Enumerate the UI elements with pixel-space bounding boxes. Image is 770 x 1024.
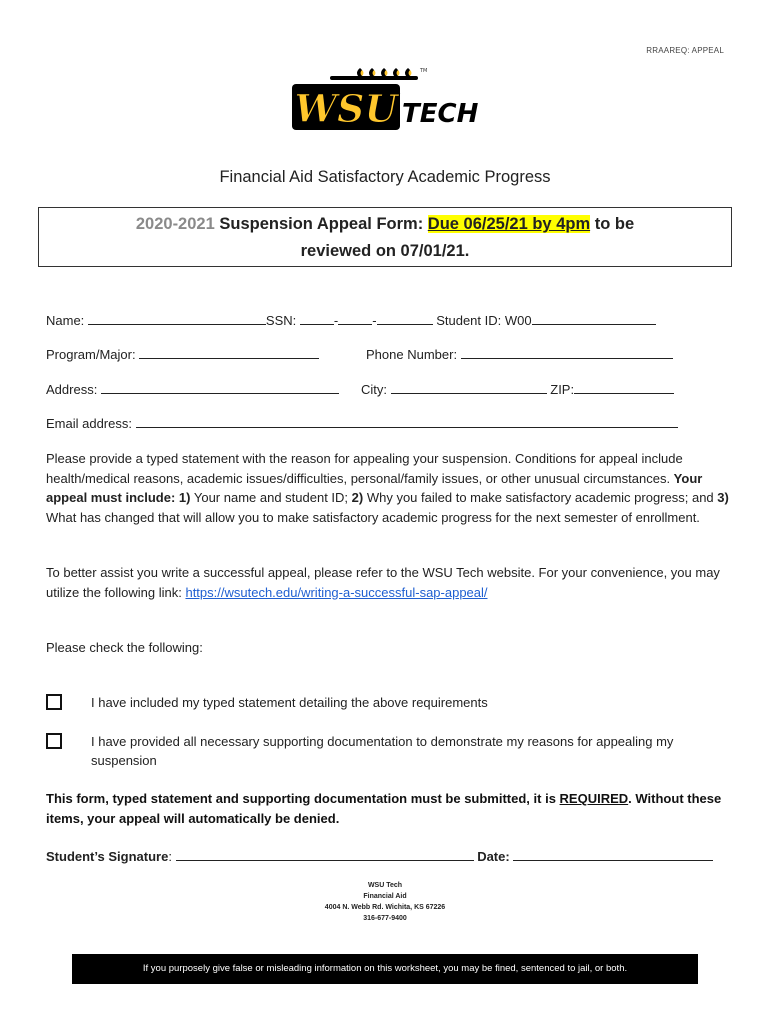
phone-field[interactable] [461, 346, 673, 359]
form-code: RRAAREQ: APPEAL [646, 46, 724, 55]
zip-label: ZIP: [550, 382, 575, 397]
documentation-checkbox[interactable] [46, 733, 62, 749]
office-address [0, 880, 770, 924]
ssn-separator-1: - [333, 313, 339, 328]
statement-checkbox[interactable] [46, 694, 62, 710]
instructions-must-include: Your appeal must include: [46, 470, 703, 505]
address-line-2: Financial Aid [363, 893, 407, 900]
documentation-checkbox-label: I have provided all necessary supporting documentation to demonstrate my reasons for appealing my suspension [91, 734, 674, 768]
title-form-name: Suspension Appeal Form: [214, 215, 428, 233]
instructions-number-3: 3) [717, 490, 729, 505]
signature-field[interactable] [176, 848, 474, 861]
row-email [46, 415, 678, 431]
svg-text:TM: TM [420, 68, 428, 74]
instructions-text-2: Your name and student ID; [190, 490, 352, 505]
phone-label: Phone Number: [366, 347, 458, 362]
row-city-zip [361, 381, 674, 397]
title-line-2: reviewed on 07/01/21. [300, 242, 470, 260]
row-address [46, 381, 339, 397]
svg-text:WSU: WSU [294, 86, 398, 131]
instructions-text-3: Why you failed to make satisfactory academic progress; and [363, 490, 718, 505]
row-signature [46, 848, 713, 864]
name-label: Name: [46, 313, 85, 328]
title-due-date: Due 06/25/21 by 4pm [427, 215, 591, 233]
instructions-number-2: 2) [351, 490, 364, 505]
address-line-4: 316-677-9400 [363, 915, 407, 922]
student-id-label: Student ID: W00 [436, 313, 532, 328]
program-field[interactable] [139, 346, 319, 359]
checklist-heading: Please check the following: [46, 640, 203, 655]
email-label: Email address: [46, 416, 132, 431]
row-phone [366, 346, 673, 362]
city-field[interactable] [391, 381, 547, 394]
warning-required: REQUIRED [559, 791, 629, 806]
ssn-label: SSN: [265, 313, 297, 328]
address-line-3: 4004 N. Webb Rd. Wichita, KS 67226 [324, 904, 446, 911]
statement-checkbox-label: I have included my typed statement detailing the above requirements [91, 695, 488, 710]
date-label: Date: [477, 849, 510, 864]
row-name [46, 312, 656, 328]
program-label: Program/Major: [46, 347, 136, 362]
zip-field[interactable] [574, 381, 674, 394]
name-field[interactable] [88, 312, 266, 325]
title-box [38, 207, 732, 267]
signature-label: Student’s Signature [46, 849, 169, 864]
instructions-text-1: Please provide a typed statement with the reason for appealing your suspension. Conditions for appeal include health/medical reasons, academic issues/difficulties, personal/family issues, or other unusual circumstances. [46, 451, 683, 486]
svg-text:TECH: TECH [402, 99, 479, 129]
ssn-field-3[interactable] [377, 312, 433, 325]
city-label: City: [361, 382, 387, 397]
title-to-be: to be [590, 215, 635, 233]
legal-warning-footer: If you purposely give false or misleading information on this worksheet, you may be fined, sentenced to jail, or both. [72, 954, 698, 984]
address-line-1: WSU Tech [367, 882, 403, 889]
page-subtitle: Financial Aid Satisfactory Academic Progress [219, 168, 551, 186]
title-year: 2020-2021 [135, 215, 215, 233]
student-id-field[interactable] [532, 312, 656, 325]
ssn-field-2[interactable] [338, 312, 372, 325]
instructions-number-1: 1) [175, 490, 191, 505]
warning-text-2: . Without these items, your appeal will automatically be denied. [46, 791, 722, 826]
warning-text-1: This form, typed statement and supporting documentation must be submitted, it is [46, 791, 560, 806]
website-paragraph [46, 563, 730, 602]
date-field[interactable] [513, 848, 713, 861]
address-field[interactable] [101, 381, 339, 394]
address-label: Address: [46, 382, 98, 397]
instructions-text-4: What has changed that will allow you to make satisfactory academic progress for the next semester of enrollment. [46, 509, 700, 525]
signature-colon: : [168, 849, 172, 864]
wsu-tech-logo [290, 62, 480, 140]
required-warning [46, 789, 726, 829]
sap-appeal-link[interactable]: https://wsutech.edu/writing-a-successful-sap-appeal/ [185, 584, 488, 600]
title-line-1 [39, 211, 731, 238]
row-program [46, 346, 319, 362]
website-text: To better assist you write a successful appeal, please refer to the WSU Tech website. For your convenience, you may utilize the following link: [46, 565, 720, 600]
instructions-paragraph [46, 449, 730, 527]
ssn-field-1[interactable] [300, 312, 334, 325]
email-field[interactable] [136, 415, 678, 428]
ssn-separator-2: - [372, 313, 377, 328]
